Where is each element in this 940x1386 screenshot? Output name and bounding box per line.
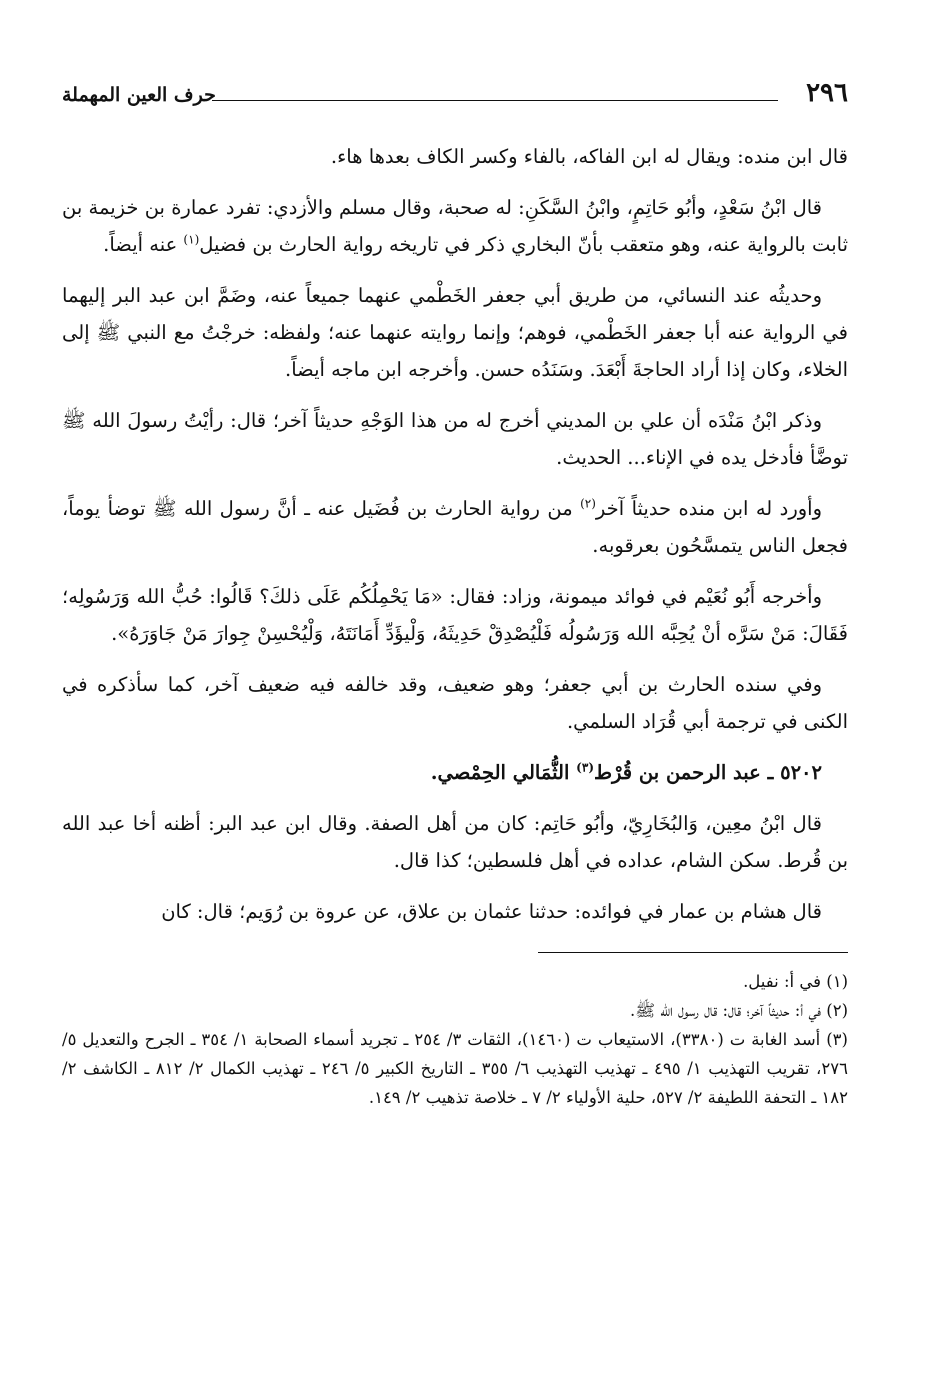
paragraph: وفي سنده الحارث بن أبي جعفر؛ وهو ضعيف، وقد خالفه فيه ضعيف آخر، كما سأذكره في الكنى في ترجمة أبي قُرَاد السلمي.	[62, 673, 848, 733]
running-title: حرف العين المهملة	[62, 84, 216, 106]
footnotes	[62, 967, 848, 1112]
paragraph: قال ابن منده: ويقال له ابن الفاكه، بالفاء وكسر الكاف بعدها هاء.	[330, 145, 848, 168]
entry-heading: ٥٢٠٢ ـ عبد الرحمن بن قُرْط$^{(٣)}$ الثُّمَالي الحِمْصي.	[430, 760, 822, 784]
footnote: (١) في أ: نفيل.	[743, 972, 848, 991]
footnote: (٣) أسد الغابة ت (٣٣٨٠)، الاستيعاب ت (١٤٦٠)، الثقات ٣/ ٢٥٤ ـ تجريد أسماء الصحابة ١/ ٣٥٤ ـ الجرح والتعديل ٥/ ٢٧٦، تقريب التهذيب ١/ ٤٩٥ ـ تهذيب التهذيب ٦/ ٣٥٥ ـ التاريخ الكبير ٥/ ٢٤٦ ـ تهذيب الكمال ٢/ ٨١٢ ـ الكاشف ٢/ ١٨٢ ـ التحفة اللطيفة ٢/ ٥٢٧، حلية الأولياء ٢/ ٧ ـ خلاصة تذهيب ٢/ ١٤٩.	[62, 1030, 848, 1107]
book-page	[62, 70, 848, 1112]
paragraph: وأورد له ابن منده حديثاً آخر$^{(٢)}$ من رواية الحارث بن فُضَيل عنه ـ أنَّ رسول الله ﷺ توضأ يوماً، فجعل الناس يتمسَّحُون بعرقوبه.	[62, 496, 848, 557]
paragraph: قال هشام بن عمار في فوائده: حدثنا عثمان بن علاق، عن عروة بن رُوَيم؛ قال: كان	[161, 900, 822, 923]
header-rule	[212, 100, 778, 101]
footnote-separator	[538, 952, 848, 953]
paragraph: قال ابْنُ سَعْدٍ، وأبُو حَاتِمٍ، وابْنُ السَّكَنِ: له صحبة، وقال مسلم والأزدي: تفرد عمارة بن خزيمة بن ثابت بالرواية عنه، وهو متعقب بأنّ البخاري ذكر في تاريخه رواية الحارث بن فضيل$^{(١)}$ عنه أيضاً.	[62, 196, 848, 256]
footnote-ref: (١)	[183, 232, 200, 247]
paragraph: وذكر ابْنُ مَنْدَه أن علي بن المديني أخرج له من هذا الوَجْهِ حديثاً آخر؛ قال: رأيْتُ رسولَ الله ﷺ توضَّأ فأدخل يده في الإناء... الحديث.	[62, 409, 848, 469]
footnote: (٢) في أ: حديثاً آخر؛ قال: قال رسول الله ﷺ.	[630, 1001, 848, 1020]
main-text	[62, 138, 848, 930]
footnote-ref: (٣)	[576, 760, 594, 775]
paragraph: وحديثُه عند النسائي، من طريق أبي جعفر الخَطْمي عنهما جميعاً عنه، وضَمَّ ابن عبد البر إليهما في الرواية عنه أبا جعفر الخَطْمي، فوهم؛ وإنما روايته عنهما عنه؛ ولفظه: خرجْتُ مع النبي ﷺ إلى الخلاء، وكان إذا أراد الحاجةَ أَبْعَدَ. وسَنَدُه حسن. وأخرجه ابن ماجه أيضاً.	[62, 284, 848, 381]
page-number: ٢٩٦	[806, 78, 848, 108]
footnote-ref: (٢)	[580, 496, 596, 511]
paragraph: وأخرجه أَبُو نُعَيْم في فوائد ميمونة، وزاد: فقال: «مَا يَحْمِلُكُم عَلَى ذلكَ؟ قَالُوا: حُبُّ الله وَرَسُولِه؛ فَقَالَ: مَنْ سَرَّه أنْ يُحِبَّه الله وَرَسُولُه فَلْيُصْدِقْ حَدِيثَهُ، وَلْيؤَدِّ أَمَانَتَهُ، وَلْيُحْسِنْ جِوارَ مَنْ جَاوَرَهُ».	[62, 585, 848, 645]
page-header	[62, 70, 848, 110]
paragraph: قال ابْنُ معِين، وَالبُخَارِيّ، وأبُو حَاتِم: كان من أهل الصفة. وقال ابن عبد البر: أظنه أخا عبد الله بن قُرط. سكن الشام، عداده في أهل فلسطين؛ كذا قال.	[62, 812, 848, 872]
